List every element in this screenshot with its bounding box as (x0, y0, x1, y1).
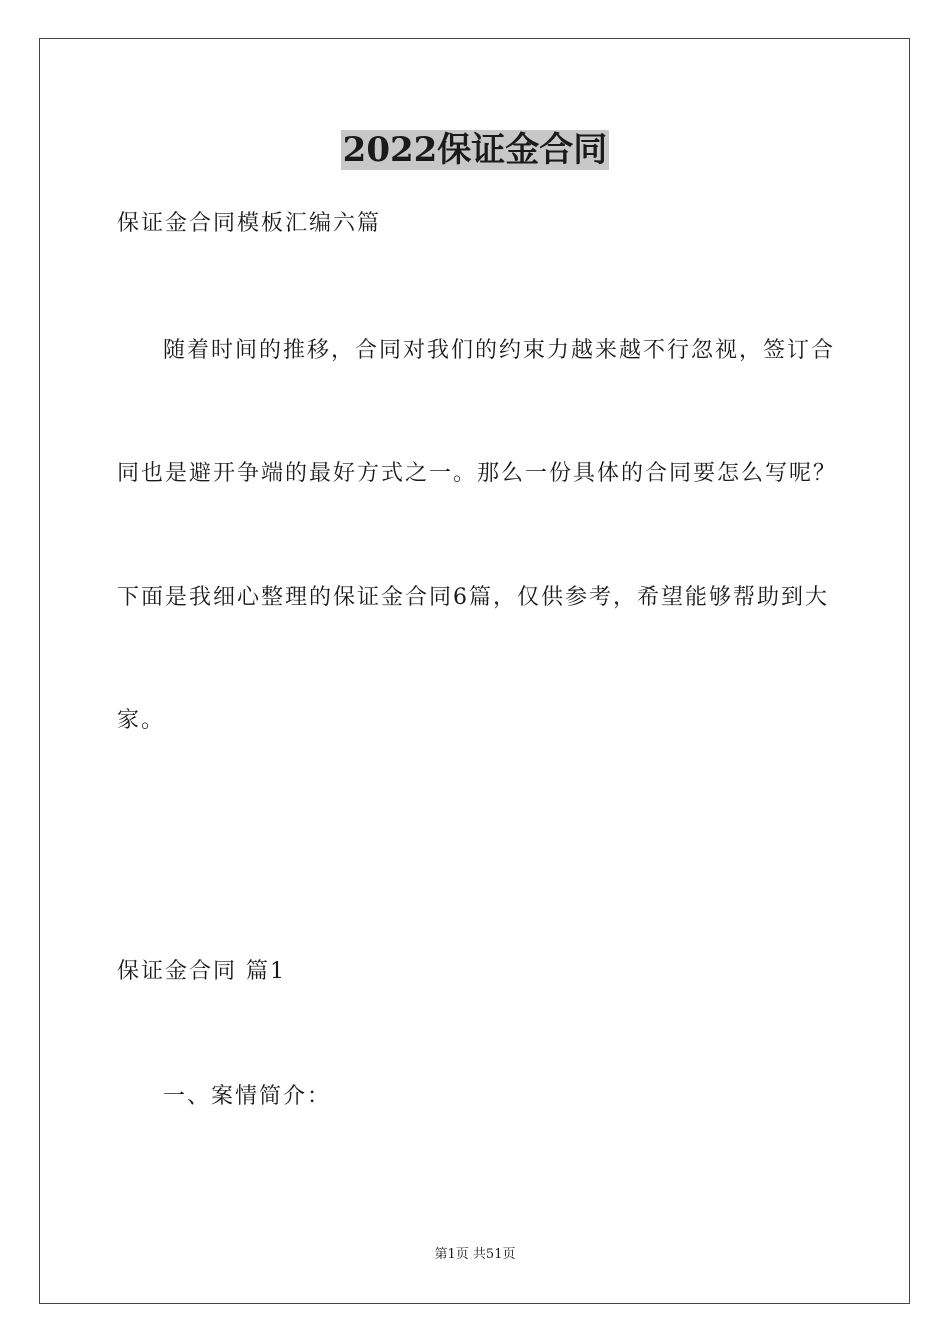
document-subtitle: 保证金合同模板汇编六篇 (117, 211, 382, 236)
document-title (0, 128, 950, 172)
subsection-heading: 一、案情简介： (163, 1084, 332, 1109)
document-title-text: 2022保证金合同 (342, 130, 608, 170)
intro-line-2: 同也是避开争端的最好方式之一。那么一份具体的合同要怎么写呢？ (117, 461, 838, 486)
page-footer: 第1页 共51页 (434, 1247, 516, 1262)
intro-line-3: 下面是我细心整理的保证金合同6篇，仅供参考，希望能够帮助到大 (117, 585, 829, 610)
intro-line-4: 家。 (117, 708, 166, 733)
intro-line-1: 随着时间的推移，合同对我们的约束力越来越不行忽视，签订合 (163, 338, 836, 363)
section-heading: 保证金合同 篇1 (117, 959, 286, 984)
